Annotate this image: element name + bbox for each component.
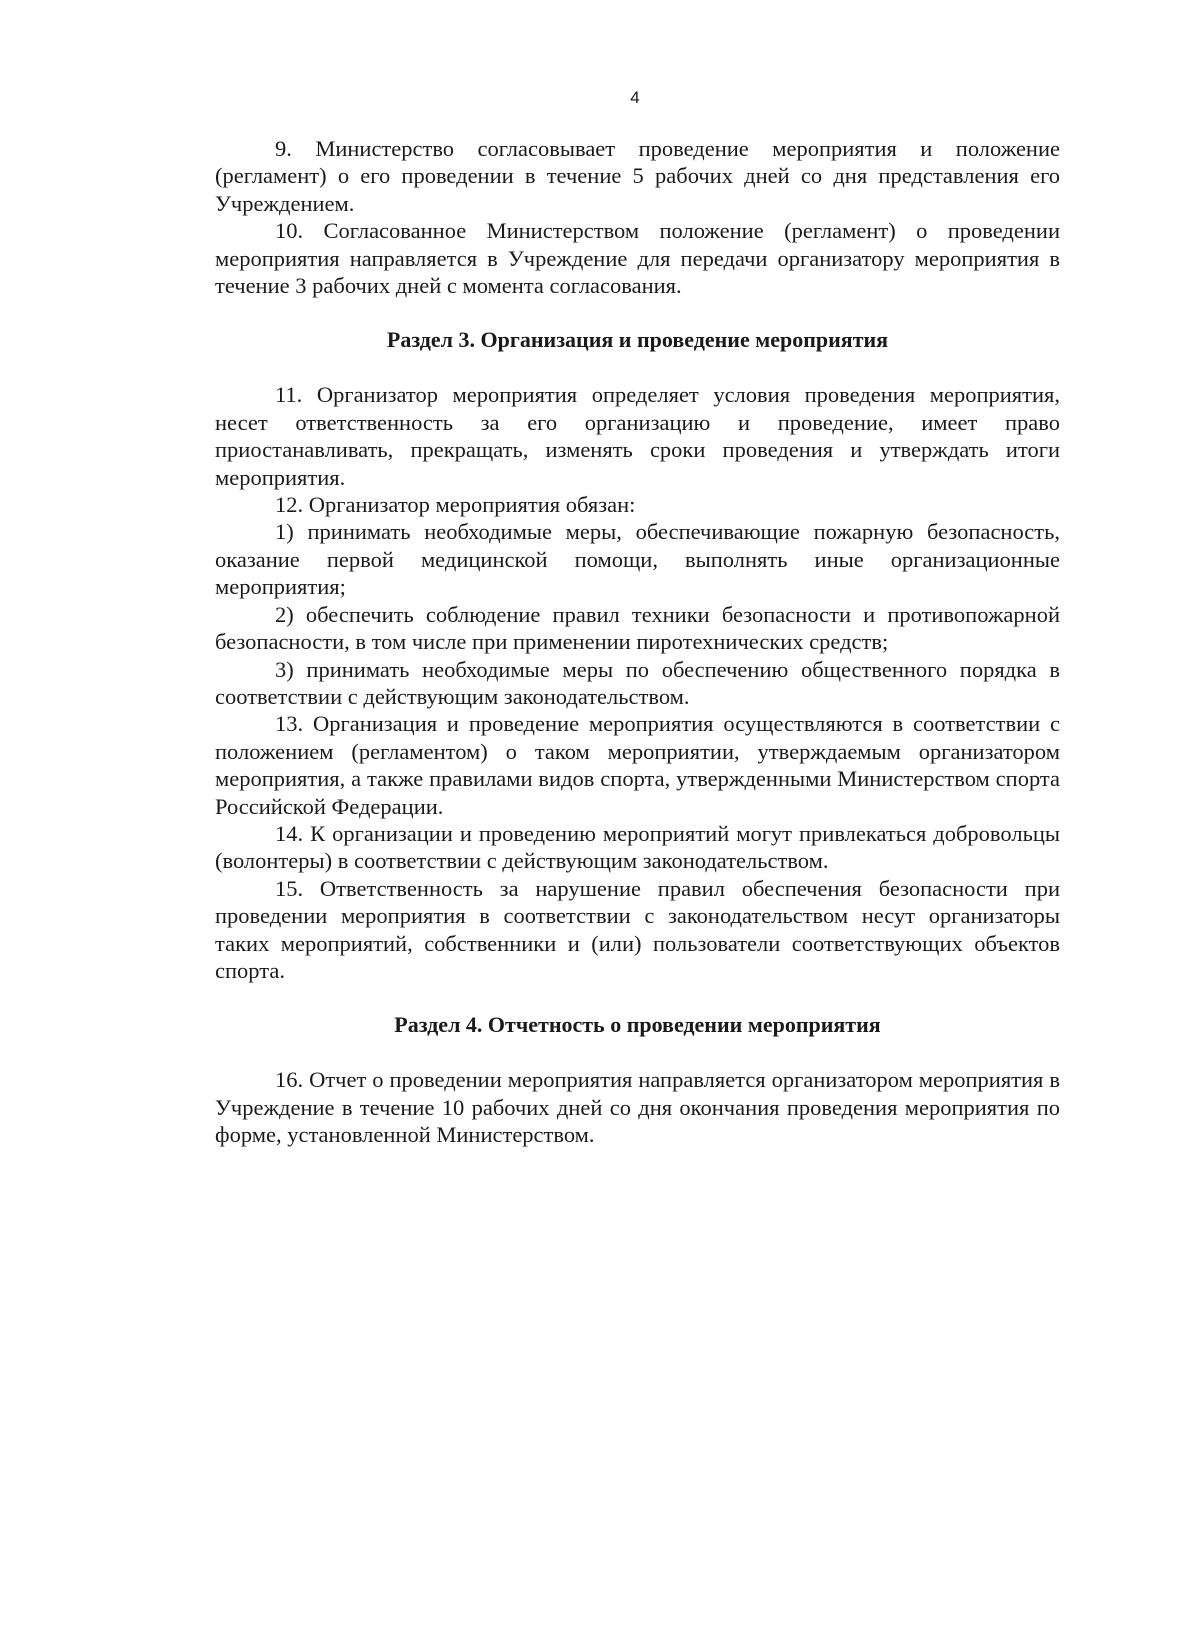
page-number: 4 xyxy=(630,88,640,107)
paragraph-10: 10. Согласованное Министерством положение (регламент) о проведении мероприятия направляется в Учреждение для передачи организатору мероприятия в течение 3 рабочих дней с момента согласования. xyxy=(215,218,1060,299)
paragraph-16: 16. Отчет о проведении мероприятия направляется организатором мероприятия в Учреждение в течение 10 рабочих дней со дня окончания проведения мероприятия по форме, установленной Министерством. xyxy=(215,1067,1060,1148)
paragraph-9: 9. Министерство согласовывает проведение мероприятия и положение (регламент) о его проведении в течение 5 рабочих дней со дня представления его Учреждением. xyxy=(215,136,1060,216)
section-4-heading: Раздел 4. Отчетность о проведении мероприятия xyxy=(394,1012,881,1038)
paragraph-13: 13. Организация и проведение мероприятия осуществляются в соответствии с положением (регламентом) о таком мероприятии, утверждаемым организатором мероприятия, а также правилами видов спорта, утвержденными Министерством спорта Российской Федерации. xyxy=(215,711,1060,819)
paragraph-11: 11. Организатор мероприятия определяет условия проведения мероприятия, несет ответственность за его организацию и проведение, имеет право приостанавливать, прекращать, изменять сроки проведения и утверждать итоги мероприятия. xyxy=(215,382,1060,490)
paragraph-12: 12. Организатор мероприятия обязан: xyxy=(275,492,636,518)
paragraph-15: 15. Ответственность за нарушение правил обеспечения безопасности при проведении мероприятия в соответствии с законодательством несут организаторы таких мероприятий, собственники и (или) пользователи соответствующих объектов спорта. xyxy=(215,875,1060,983)
paragraph-12-item-3: 3) принимать необходимые меры по обеспечению общественного порядка в соответствии с действующим законодательством. xyxy=(215,656,1060,709)
document-body xyxy=(215,135,1060,1149)
paragraph-14: 14. К организации и проведению мероприятий могут привлекаться добровольцы (волонтеры) в соответствии с действующим законодательством. xyxy=(215,820,1060,874)
paragraph-12-item-2: 2) обеспечить соблюдение правил техники безопасности и противопожарной безопасности, в том числе при применении пиротехнических средств; xyxy=(215,601,1060,655)
section-3-heading: Раздел 3. Организация и проведение мероприятия xyxy=(386,327,889,353)
paragraph-12-item-1: 1) принимать необходимые меры, обеспечивающие пожарную безопасность, оказание первой медицинской помощи, выполнять иные организационные мероприятия; xyxy=(215,519,1060,600)
